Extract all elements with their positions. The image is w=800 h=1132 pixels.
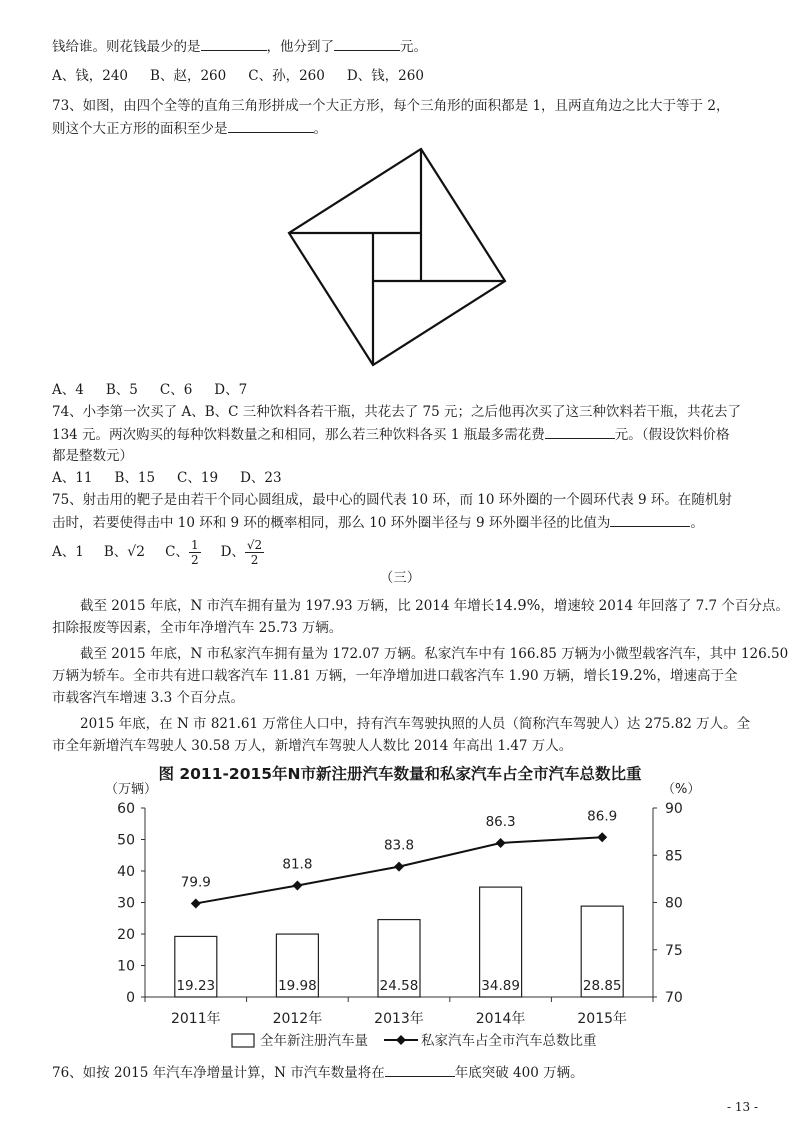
q75-line1: 75、射击用的靶子是由若干个同心圆组成，最中心的圆代表 10 环，而 10 环外圈的一个圆环代表 9 环。在随机射: [52, 492, 732, 508]
x-tick-label: 2015年: [577, 1011, 628, 1027]
x-tick-label: 2011年: [170, 1011, 221, 1027]
combo-chart: [0, 775, 800, 1055]
answer-blank: [385, 1062, 455, 1077]
line-marker: [292, 880, 302, 890]
right-tick-label: 75: [665, 942, 683, 959]
line-marker: [496, 838, 506, 848]
para2-line1: 截至 2015 年底，N 市私家汽车拥有量为 172.07 万辆。私家汽车中有 166.85 万辆为小微型载客汽车，其中 126.50: [80, 646, 789, 662]
legend-line-label: 私家汽车占全市汽车总数比重: [421, 1033, 597, 1049]
bar-value-label: 19.98: [278, 978, 317, 994]
q76-text: 76、如按 2015 年汽车净增量计算，N 市汽车数量将在 年底突破 400 万辆。: [52, 1062, 584, 1083]
answer-blank: [545, 424, 615, 439]
right-tick-label: 80: [665, 895, 683, 912]
option-d: D、7: [214, 382, 248, 398]
right-tick-label: 90: [665, 801, 683, 817]
option-b: B、赵，260: [150, 68, 227, 84]
q74-line3: 都是整数元）: [52, 448, 133, 464]
line-value-label: 83.8: [383, 837, 415, 854]
q74-line1: 74、小李第一次买了 A、B、C 三种饮料各若干瓶，共花去了 75 元；之后他再次买了这三种饮料若干瓶，共花去了: [52, 404, 742, 420]
para1-line2: 扣除报废等因素，全市年净增汽车 25.73 万辆。: [52, 620, 343, 636]
page-number: - 13 -: [726, 1100, 758, 1114]
para2-line3: 市载客汽车增速 3.3 个百分点。: [52, 690, 245, 706]
left-axis-unit: （万辆）: [105, 782, 158, 797]
option-b: B、15: [114, 470, 156, 486]
option-b: B、5: [105, 382, 138, 398]
option-c: C、孙，260: [248, 68, 325, 84]
option-c: C、6: [159, 382, 193, 398]
outer-square: [289, 149, 505, 365]
q72-text: 钱给谁。则花钱最少的是 ，他分到了 元。: [52, 36, 427, 57]
line-value-label: 79.9: [180, 874, 211, 891]
line-marker: [597, 832, 607, 842]
line-marker: [394, 862, 404, 872]
q74-line2: 134 元。两次购买的每种饮料数量之和相同，那么若三种饮料各买 1 瓶最多需花费 元。（假设饮料价格: [52, 424, 729, 445]
right-tick-label: 85: [665, 848, 683, 865]
option-c: C、19: [177, 470, 219, 486]
line-value-label: 81.8: [282, 856, 313, 873]
x-tick-label: 2012年: [272, 1011, 323, 1027]
x-tick-label: 2013年: [374, 1011, 424, 1027]
pinwheel-square-figure: [0, 0, 800, 380]
legend-bar-swatch: [232, 1034, 254, 1047]
para2-line2: 万辆为轿车。全市共有进口载客汽车 11.81 万辆，一年净增加进口载客汽车 1.90 万辆，增长19.2%，增速高于全: [52, 668, 738, 684]
q75-line2: 击时，若要使得击中 10 环和 9 环的概率相同，那么 10 环外圈半径与 9 环外圈半径的比值为 。: [52, 512, 704, 533]
para3-line2: 市全年新增汽车驾驶人 30.58 万人，新增汽车驾驶人人数比 2014 年高出 1.47 万人。: [52, 738, 573, 754]
option-d: D、钱，260: [346, 68, 424, 84]
option-c: C、 $\frac{1}{2}$: [165, 538, 199, 567]
line-value-label: 86.9: [587, 808, 618, 825]
legend-bar-label: 全年新注册汽车量: [260, 1033, 368, 1049]
right-axis-unit: （%）: [662, 782, 701, 797]
option-d: D、 $\frac{√2}{2}$: [220, 538, 263, 567]
option-a: A、4: [52, 382, 84, 398]
left-tick-label: 30: [117, 895, 135, 912]
bar-value-label: 24.58: [379, 978, 419, 994]
legend-line-marker: [396, 1035, 406, 1045]
left-tick-label: 60: [117, 801, 135, 817]
option-a: A、11: [52, 470, 93, 486]
bar-value-label: 28.85: [582, 978, 622, 994]
bar-value-label: 19.23: [176, 978, 216, 994]
bar-value-label: 34.89: [481, 978, 520, 994]
x-tick-label: 2014年: [475, 1011, 526, 1027]
right-tick-label: 70: [665, 990, 683, 1006]
line-marker: [191, 898, 201, 908]
section-heading: （三）: [379, 570, 421, 586]
option-a: A、钱，240: [52, 68, 129, 84]
para3-line1: 2015 年底，在 N 市 821.61 万常住人口中，持有汽车驾驶执照的人员（简称汽车驾驶人）达 275.82 万人。全: [80, 716, 751, 732]
chart-title: 图 2011-2015年N市新注册汽车数量和私家汽车占全市汽车总数比重: [158, 765, 642, 783]
line-value-label: 86.3: [485, 813, 516, 830]
q73-line1: 73、如图，由四个全等的直角三角形拼成一个大正方形，每个三角形的面积都是 1，且两直角边之比大于等于 2，: [52, 98, 730, 114]
option-b: B、√2: [103, 544, 146, 560]
q74-options: [52, 468, 304, 488]
q73-line2: 则这个大正方形的面积至少是 。: [52, 118, 327, 139]
q73-options: [52, 380, 269, 400]
option-a: A、1: [52, 544, 84, 560]
left-tick-label: 50: [117, 832, 135, 849]
left-tick-label: 0: [126, 990, 135, 1006]
left-tick-label: 20: [117, 927, 135, 943]
left-tick-label: 10: [117, 958, 135, 975]
answer-blank: [610, 512, 690, 527]
option-d: D、23: [240, 470, 282, 486]
left-tick-label: 40: [117, 864, 135, 880]
para1-line1: 截至 2015 年底，N 市汽车拥有量为 197.93 万辆，比 2014 年增长14.9%，增速较 2014 年回落了 7.7 个百分点。: [80, 598, 789, 614]
